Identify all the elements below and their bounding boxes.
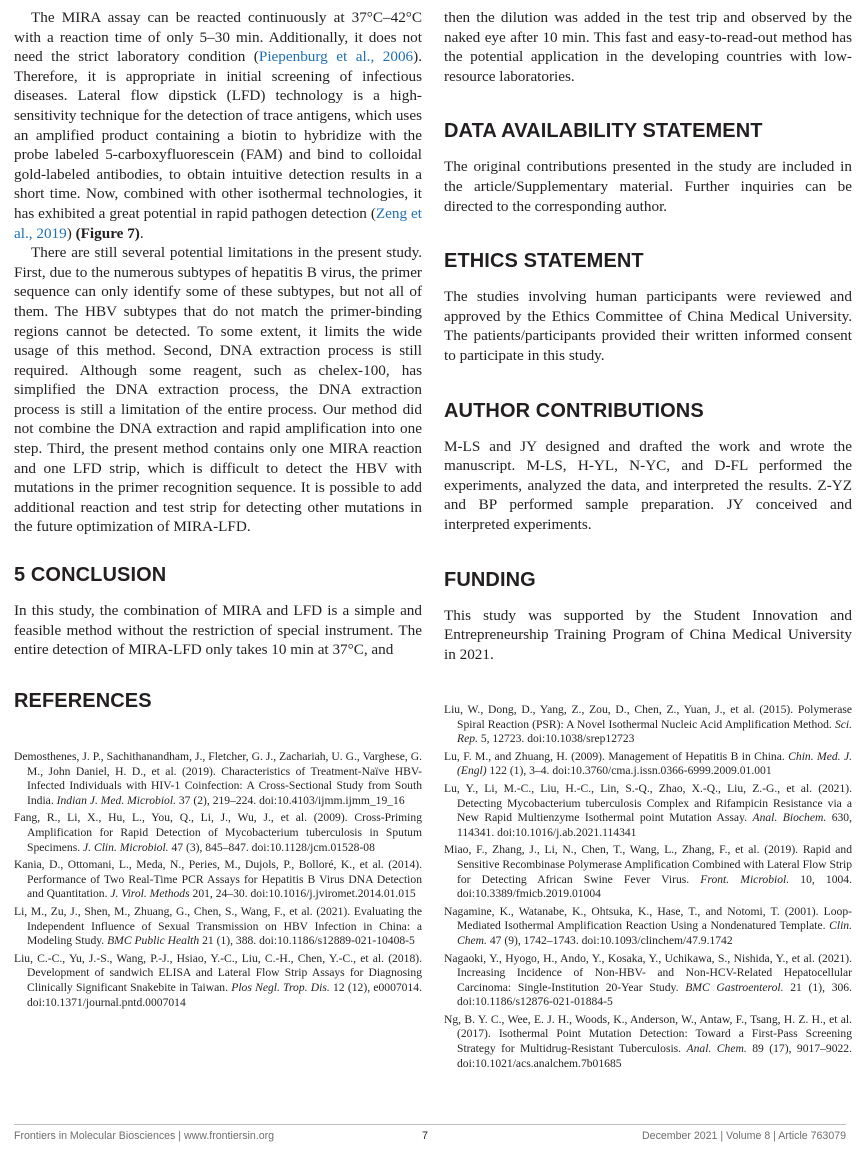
reference-item: Li, M., Zu, J., Shen, M., Zhuang, G., Chen, S., Wang, F., et al. (2021). Evaluating the Independent Influence of Sexual Transmission on HBV Infection in China: a Modeling Study. BMC Public Health 21 (1), 388. doi:10.1186/s12889-021-10408-5 (14, 904, 422, 948)
reference-item: Demosthenes, J. P., Sachithanandham, J., Fletcher, G. J., Zachariah, U. G., Varghese, G. M., John Daniel, H. D., et al. (2019). Characteristics of Treatment-Naïve HBV-Infected Individuals with HIV-1 Coinfection: A Cross-Sectional Study from South India. Indian J. Med. Microbiol. 37 (2), 219–224. doi:10.4103/ijmm.ijmm_19_16 (14, 750, 422, 807)
section-heading-references: REFERENCES (14, 689, 152, 712)
text-run: ) (66, 224, 76, 242)
citation-link[interactable]: Zeng et al., 2019 (14, 204, 422, 242)
section-heading-funding: FUNDING (444, 568, 536, 591)
reference-item: Nagamine, K., Watanabe, K., Ohtsuka, K., Hase, T., and Notomi, T. (2001). Loop-Mediated Isothermal Amplification Reaction Using a Nondenatured Template. Clin. Chem. 47 (9), 1742–1743. doi:10.1093/clinchem/47.9.1742 (444, 904, 852, 947)
section-heading-conclusion: 5 CONCLUSION (14, 564, 167, 587)
paragraph-conclusion-continued: then the dilution was added in the test trip and observed by the naked eye after 10 min. This fast and easy-to-read-out method has the potential application in the developing countries with low-resource laboratories. (444, 9, 852, 85)
citation-link[interactable]: Piepenburg et al., 2006 (258, 48, 414, 66)
reference-item: Liu, W., Dong, D., Yang, Z., Zou, D., Chen, Z., Yuan, J., et al. (2015). Polymerase Spiral Reaction (PSR): A Novel Isothermal Nucleic Acid Amplification Method. Sci. Rep. 5, 12723. doi:10.1038/srep12723 (444, 703, 852, 746)
reference-item: Nagaoki, Y., Hyogo, H., Ando, Y., Kosaka, Y., Uchikawa, S., Nishida, Y., et al. (2021). Increasing Incidence of Non-HBV- and Non-HCV-Related Hepatocellular Carcinoma: Single-Institution 20-Year Study. BMC Gastroenterol. 21 (1), 306. doi:10.1186/s12876-021-01884-5 (444, 951, 852, 1009)
paragraph-conclusion: In this study, the combination of MIRA and LFD is a simple and feasible method without the restriction of special instrument. The entire detection of MIRA-LFD only takes 10 min at 37°C, and (14, 602, 422, 659)
right-column (444, 8, 852, 664)
section-heading-data-availability: DATA AVAILABILITY STATEMENT (444, 120, 763, 143)
section-heading-ethics: ETHICS STATEMENT (444, 250, 644, 273)
paragraph-data-availability: The original contributions presented in the study are included in the article/Supplementary material. Further inquiries can be directed to the corresponding author. (444, 158, 852, 215)
paragraph-mira-assay (14, 8, 422, 243)
text-run: . (139, 224, 144, 242)
paragraph-author-contributions: M-LS and JY designed and drafted the work and wrote the manuscript. M-LS, H-YL, N-YC, and D-FL performed the experiments, analyzed the data, and interpreted the results. Z-YZ and BP performed sample preparation. JY conceived and interpreted experiments. (444, 437, 852, 533)
page-number: 7 (422, 1130, 428, 1142)
reference-item: Miao, F., Zhang, J., Li, N., Chen, T., Wang, L., Zhang, F., et al. (2019). Rapid and Sensitive Recombinase Polymerase Amplification Combined with Lateral Flow Strip for Detecting African Swine Fever Virus. Front. Microbiol. 10, 1004. doi:10.3389/fmicb.2019.01004 (444, 843, 852, 901)
section-heading-author-contributions: AUTHOR CONTRIBUTIONS (444, 399, 704, 422)
footer-divider (14, 1124, 846, 1125)
reference-item: Liu, C.-C., Yu, J.-S., Wang, P.-J., Hsiao, Y.-C., Liu, C.-H., Chen, Y.-C., et al. (2018). Development of sandwich ELISA and Lateral Flow Strip Assays for Diagnosing Clinically Significant Snakebite in Taiwan. Plos Negl. Trop. Dis. 12 (12), e0007014. doi:10.1371/journal.pntd.0007014 (14, 951, 422, 1009)
paragraph-funding: This study was supported by the Student Innovation and Entrepreneurship Training Program of China Medical University in 2021. (444, 606, 852, 663)
paragraph-ethics: The studies involving human participants were reviewed and approved by the Ethics Committee of China Medical University. The patients/participants provided their written informed consent to participate in this study. (444, 288, 852, 364)
figure-reference[interactable]: (Figure 7) (75, 224, 140, 242)
reference-item: Lu, F. M., and Zhuang, H. (2009). Management of Hepatitis B in China. Chin. Med. J. (Engl) 122 (1), 3–4. doi:10.3760/cma.j.issn.0366-6999.2009.01.001 (444, 749, 852, 778)
reference-item: Fang, R., Li, X., Hu, L., You, Q., Li, J., Wu, J., et al. (2009). Cross-Priming Amplification for Rapid Detection of Mycobacterium tuberculosis in Sputum Specimens. J. Clin. Microbiol. 47 (3), 845–847. doi:10.1128/jcm.01528-08 (14, 811, 422, 854)
left-column (14, 8, 422, 713)
footer-journal-name[interactable]: Frontiers in Molecular Biosciences | www.frontiersin.org (14, 1130, 275, 1142)
reference-item: Ng, B. Y. C., Wee, E. J. H., Woods, K., Anderson, W., Antaw, F., Tsang, H. Z. H., et al. (2017). Isothermal Point Mutation Detection: Toward a First-Pass Screening Strategy for Multidrug-Resistant Tuberculosis. Anal. Chem. 89 (17), 9017–9022. doi:10.1021/acs.analchem.7b01685 (444, 1012, 852, 1070)
paragraph-limitations: There are still several potential limitations in the present study. First, due to the numerous subtypes of hepatitis B virus, the primer sequence can only identify some of these subtypes, but not all of them. The HBV subtypes that do not match the primer-binding regions cannot be detected. To some extent, it limits the wide usage of this method. Second, DNA extraction process is still required. Although some reagent, such as chelex-100, has simplified the DNA extraction process, the DNA extraction process is still a limitation of the entire process. Our method did not combine the DNA extraction and rapid amplification into one step. Third, the present method contains only one MIRA reaction and one LFD strip, which is difficult to detect the HBV with mutations in the primer recognition sequence. It is possible to add additional reaction and test strip for detecting other mutations in the future optimization of MIRA-LFD. (14, 244, 422, 536)
references-right (444, 703, 852, 1074)
reference-item: Kania, D., Ottomani, L., Meda, N., Peries, M., Dujols, P., Bolloré, K., et al. (2014). Performance of Two Real-Time PCR Assays for Hepatitis B Virus DNA Detection and Quantitation. J. Virol. Methods 201, 24–30. doi:10.1016/j.jviromet.2014.01.015 (14, 858, 422, 901)
references-left (14, 750, 422, 1013)
reference-item: Lu, Y., Li, M.-C., Liu, H.-C., Lin, S.-Q., Zhao, X.-Q., Liu, Z.-G., et al. (2021). Detecting Mycobacterium tuberculosis Complex and Rifampicin Resistance via a New Rapid Multienzyme Isothermal point Mutation Assay. Anal. Biochem. 630, 114341. doi:10.1016/j.ab.2021.114341 (444, 781, 852, 839)
text-run: The MIRA assay can be reacted continuously at 37°C–42°C with a reaction time of only 5–30 min. Additionally, it does not need the strict laboratory condition ( (14, 9, 422, 66)
footer-issue-info: December 2021 | Volume 8 | Article 763079 (642, 1130, 846, 1142)
text-run: ). Therefore, it is appropriate in initial screening of infectious diseases. Lateral flow dipstick (LFD) technology is a high-sensitivity technique for the detection of trace antigens, which uses an amplified product containing a biotin to hybridize with the probe labeled 5-carboxyfluorescein (FAM) and bind to colloidal gold-labeled antibodies, to obtain intuitive detection results in a short time. Now, combined with other isothermal technologies, it has exhibited a great potential in rapid pathogen detection ( (14, 48, 422, 222)
